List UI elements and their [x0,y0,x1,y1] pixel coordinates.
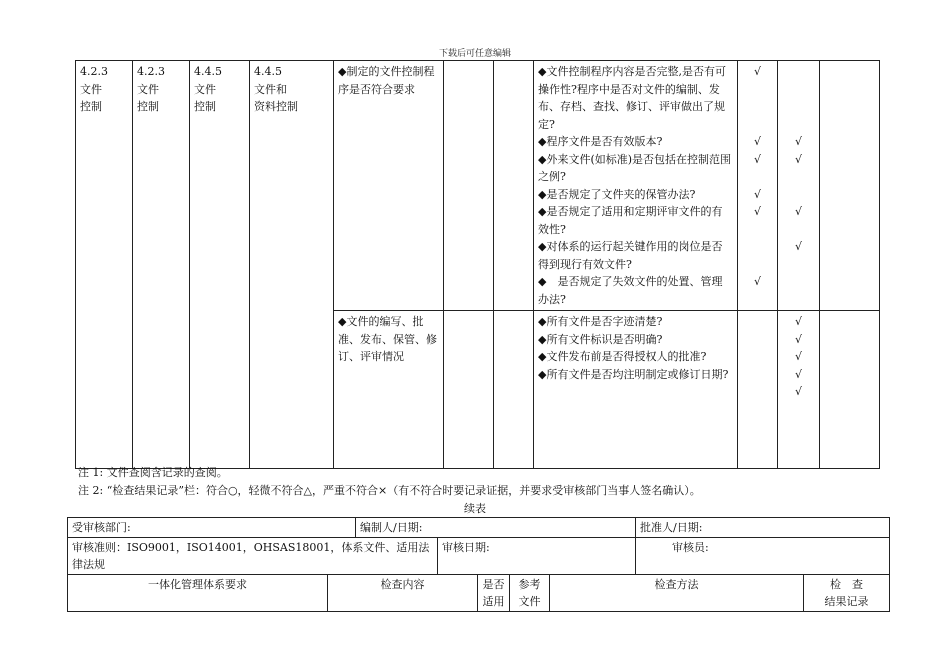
clause-title: 文件和 [254,82,287,96]
col-header-result-line1: 检 查 [830,578,864,591]
result-cell [820,311,880,469]
audit-form-header-table [67,517,890,612]
check-mark: √ [794,315,802,328]
method-item: ◆所有文件是否均注明制定或修订日期? [538,367,729,381]
col-header-reference [510,575,550,612]
clause-number: 4.4.5 [254,65,282,78]
method-item: ◆是否规定了文件夹的保管办法? [538,187,696,201]
col-header-result [804,575,890,612]
check-mark: √ [753,65,761,78]
method-item: ◆文件控制程序内容是否完整,是否有可操作性?程序中是否对文件的编制、发布、存档、查找、修订、评审做出了规定? [538,65,726,131]
applicable-cell [444,61,494,311]
clause-title: 控制 [194,100,216,113]
approver-field: 批准人/日期: [636,518,890,538]
col-header-applicable-line1: 是否 [482,578,505,591]
clause-title: 文件 [137,82,159,96]
col-header-reference-line2: 文件 [518,595,541,608]
check-mark: √ [794,350,802,363]
audit-date-field: 审核日期: [438,538,636,575]
dept-field: 受审核部门: [68,518,356,538]
check-mark: √ [794,135,802,148]
clause-title: 文件 [80,82,102,96]
col-header-result-line2: 结果记录 [824,595,869,608]
method-item: ◆文件发布前是否得授权人的批准? [538,350,707,363]
reference-cell [494,61,534,311]
clause-number: 4.4.5 [194,65,222,78]
col-header-method: 检查方法 [550,575,804,612]
clause-number: 4.2.3 [80,65,108,78]
method-item: ◆对体系的运行起关键作用的岗位是否得到现行有效文件? [538,240,723,271]
check-mark: √ [753,135,761,148]
check-methods [534,61,738,311]
clause-number: 4.2.3 [137,65,165,78]
continued-label: 续表 [464,502,486,515]
method-item: ◆所有文件是否字迹清楚? [538,315,663,328]
clause-col-2 [133,61,190,469]
col-header-applicable [478,575,510,612]
col-header-applicable-line2: 适用 [482,595,505,608]
compiler-field: 编制人/日期: [356,518,636,538]
check-methods [534,311,738,469]
method-item: ◆外来文件(如标准)是否包括在控制范围之例? [538,152,732,183]
auditor-field: 审核员: [636,538,890,575]
clause-col-4 [250,61,334,469]
header-note: 下载后可任意编辑 [438,49,511,59]
method-item: ◆所有文件标识是否明确? [538,332,663,346]
note-1: 注 1: 文件查阅含记录的查阅。 [78,466,228,479]
result-cell [820,61,880,311]
method-item: ◆ 是否规定了失效文件的处置、管理办法? [538,275,723,306]
applicable-cell [444,311,494,469]
clause-title: 资料控制 [254,100,298,113]
check-mark: √ [753,152,761,166]
clause-title: 控制 [137,100,159,113]
col-header-requirements: 一体化管理体系要求 [68,575,328,612]
check-content: ◆文件的编写、批准、发布、保管、修订、评审情况 [334,311,444,469]
check-column-2 [778,61,820,311]
check-mark: √ [753,187,761,201]
method-item: ◆是否规定了适用和定期评审文件的有效性? [538,205,723,236]
check-column-1 [738,311,778,469]
note-2: 注 2: “检查结果记录”栏：符合○，轻微不符合△，严重不符合×（有不符合时要记录证据，并要求受审核部门当事人签名确认）。 [78,484,701,497]
method-item: ◆程序文件是否有效版本? [538,135,663,148]
check-mark: √ [794,332,802,346]
check-mark: √ [794,385,802,398]
col-header-content: 检查内容 [328,575,478,612]
reference-cell [494,311,534,469]
check-mark: √ [794,240,802,253]
clause-col-1 [76,61,133,469]
check-column-1 [738,61,778,311]
criteria-field: 审核准则：ISO9001，ISO14001，OHSAS18001，体系文件、适用法律法规 [68,538,438,575]
clause-col-3 [190,61,250,469]
audit-checklist-table [75,60,880,469]
check-mark: √ [794,152,802,166]
clause-title: 文件 [194,82,216,96]
check-mark: √ [794,367,802,381]
check-column-2 [778,311,820,469]
check-mark: √ [753,205,761,218]
clause-title: 控制 [80,100,102,113]
col-header-reference-line1: 参考 [518,578,541,591]
check-mark: √ [753,275,761,288]
check-mark: √ [794,205,802,218]
check-content: ◆制定的文件控制程序是否符合要求 [334,61,444,311]
